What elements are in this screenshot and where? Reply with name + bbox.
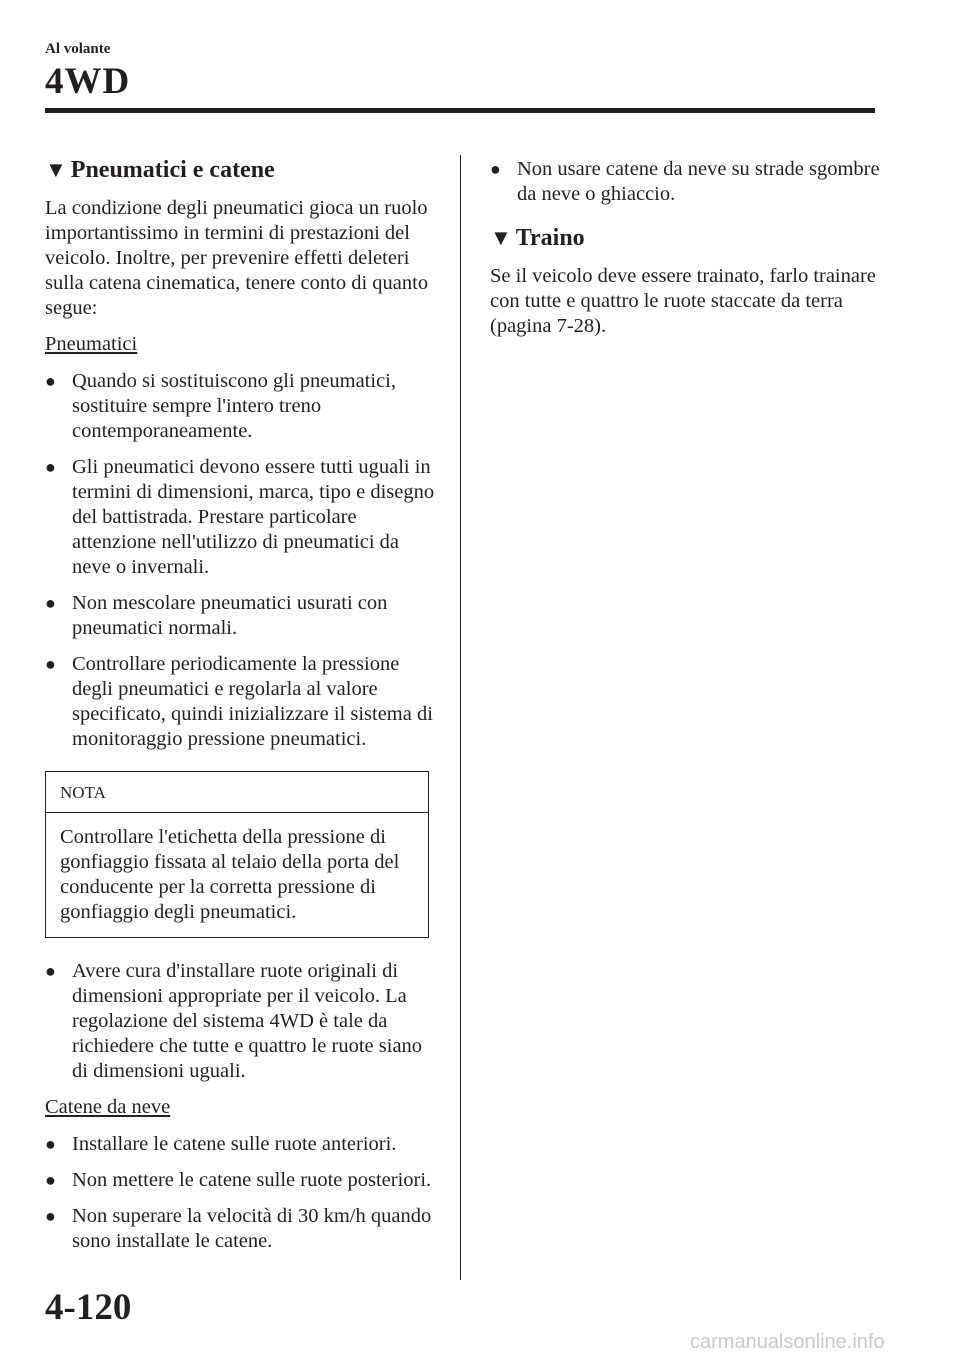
list-item: ● Installare le catene sulle ruote anteriori. bbox=[45, 1133, 397, 1155]
left-column bbox=[45, 150, 440, 1265]
intro-paragraph: La condizione degli pneumatici gioca un ruolo importantissimo in termini di prestazioni del veicolo. Inoltre, per prevenire effetti deleteri sulla catena cinematica, tenere conto di quanto segue: bbox=[45, 197, 429, 319]
watermark: carmanualsonline.info bbox=[690, 1331, 885, 1353]
list-item: ● Non usare catene da neve su strade sgombre da neve o ghiaccio. bbox=[490, 158, 880, 205]
bullet-dot-icon: ● bbox=[45, 1206, 56, 1226]
column-divider bbox=[460, 155, 461, 1280]
bullet-dot-icon: ● bbox=[45, 1170, 56, 1190]
note-title: NOTA bbox=[46, 772, 428, 813]
subheading-snow-chains: Catene da neve bbox=[45, 1096, 171, 1118]
chains-bullet-list bbox=[45, 1132, 440, 1254]
list-item: ● Non superare la velocità di 30 km/h quando sono installate le catene. bbox=[45, 1205, 432, 1252]
list-item: ● Non mettere le catene sulle ruote posteriori. bbox=[45, 1169, 432, 1191]
right-column bbox=[490, 157, 885, 350]
chains-continued-list bbox=[490, 157, 885, 207]
subheading-tires: Pneumatici bbox=[45, 333, 138, 355]
bullet-dot-icon: ● bbox=[490, 159, 501, 179]
bullet-dot-icon: ● bbox=[45, 961, 56, 981]
note-box bbox=[45, 771, 429, 938]
section-header-title: 4WD bbox=[45, 61, 131, 102]
triangle-down-icon: ▼ bbox=[490, 225, 512, 250]
note-body: Controllare l'etichetta della pressione di gonfiaggio fissata al telaio della porta del conducente per la corretta pressione di gonfiaggio degli pneumatici. bbox=[60, 826, 400, 923]
bullet-dot-icon: ● bbox=[45, 654, 56, 674]
page-number: 4-120 bbox=[45, 1287, 132, 1328]
section-title-towing: ▼ Traino bbox=[490, 218, 885, 258]
chapter-label: Al volante bbox=[45, 41, 111, 57]
list-item: ● Avere cura d'installare ruote originali di dimensioni appropriate per il veicolo. La regolazione del sistema 4WD è tale da richiedere che tutte e quattro le ruote siano di dimensioni uguali. bbox=[45, 960, 423, 1082]
list-item: ● Controllare periodicamente la pressione degli pneumatici e regolarla al valore specificato, quindi inizializzare il sistema di monitoraggio pressione pneumatici. bbox=[45, 653, 433, 750]
list-item: ● Quando si sostituiscono gli pneumatici, sostituire sempre l'intero treno contemporaneamente. bbox=[45, 370, 396, 442]
wheels-bullet-list bbox=[45, 959, 440, 1084]
header-rule bbox=[45, 108, 875, 113]
bullet-dot-icon: ● bbox=[45, 1134, 56, 1154]
bullet-dot-icon: ● bbox=[45, 371, 56, 391]
section-title-tires-chains: ▼ Pneumatici e catene bbox=[45, 150, 440, 190]
triangle-down-icon: ▼ bbox=[45, 157, 67, 182]
list-item: ● Non mescolare pneumatici usurati con pneumatici normali. bbox=[45, 592, 388, 639]
towing-paragraph: Se il veicolo deve essere trainato, farlo trainare con tutte e quattro le ruote staccate da terra (pagina 7-28). bbox=[490, 265, 876, 337]
list-item: ● Gli pneumatici devono essere tutti uguali in termini di dimensioni, marca, tipo e disegno del battistrada. Prestare particolare attenzione nell'utilizzo di pneumatici da neve o invernali. bbox=[45, 456, 435, 578]
bullet-dot-icon: ● bbox=[45, 457, 56, 477]
tires-bullet-list bbox=[45, 369, 440, 752]
bullet-dot-icon: ● bbox=[45, 593, 56, 613]
